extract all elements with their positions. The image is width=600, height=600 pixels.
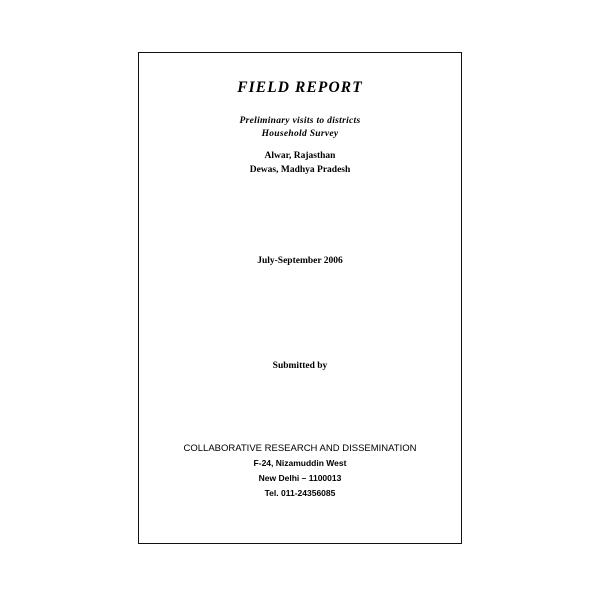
location-line-1: Alwar, Rajasthan	[264, 151, 336, 161]
document-page	[138, 52, 462, 544]
report-date: July-September 2006	[257, 256, 343, 266]
organization-address-line-1: F-24, Nizamuddin West	[253, 458, 347, 468]
location-block	[139, 149, 461, 177]
submitted-by-block	[139, 361, 461, 371]
organization-address-line-2: New Delhi – 1100013	[258, 473, 342, 483]
title-block	[139, 79, 461, 97]
location-line-2: Dewas, Madhya Pradesh	[249, 165, 351, 175]
document-content	[139, 53, 461, 543]
organization-block	[139, 441, 461, 501]
submitted-by-label: Submitted by	[272, 361, 328, 371]
subtitle-line-2: Household Survey	[261, 129, 339, 139]
date-block	[139, 256, 461, 266]
subtitle-block	[139, 115, 461, 141]
subtitle-line-1: Preliminary visits to districts	[239, 116, 361, 126]
organization-name: COLLABORATIVE RESEARCH AND DISSEMINATION	[183, 443, 417, 454]
organization-phone: Tel. 011-24356085	[264, 488, 336, 498]
page-title: FIELD REPORT	[237, 79, 363, 96]
